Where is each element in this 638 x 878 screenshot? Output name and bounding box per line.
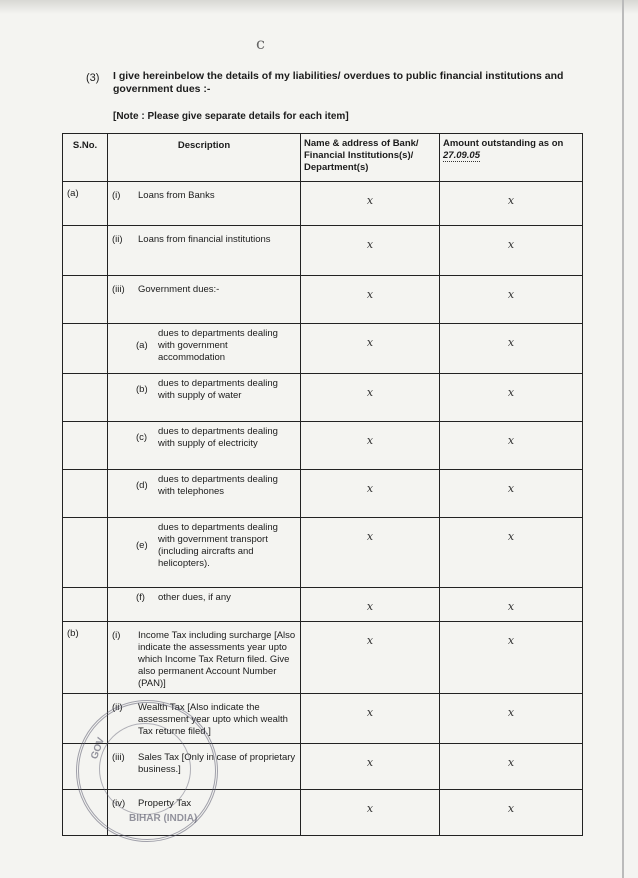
row-label: (ii) xyxy=(112,234,123,245)
row-sno xyxy=(63,226,108,276)
row-sno xyxy=(63,744,108,790)
row-description xyxy=(108,182,301,226)
row-description xyxy=(108,518,301,588)
table-row xyxy=(63,226,583,276)
row-amount: x xyxy=(440,374,583,422)
row-text: Income Tax including surcharge [Also indicate the assessments year upto which Income Tax Return filed. Give also permanent Account Number (PAN)] xyxy=(138,630,296,689)
row-text: dues to departments dealing with supply of electricity xyxy=(158,426,278,449)
row-description-wrap xyxy=(108,518,300,570)
row-name-address: x xyxy=(301,276,440,324)
header-amount-date: 27.09.05 xyxy=(443,150,480,161)
row-sno xyxy=(63,694,108,744)
row-name-address: x xyxy=(301,470,440,518)
row-description-wrap xyxy=(108,744,300,776)
row-name-address: x xyxy=(301,694,440,744)
table-row xyxy=(63,694,583,744)
row-sno xyxy=(63,374,108,422)
row-name-address: x xyxy=(301,324,440,374)
row-text: dues to departments dealing with telephones xyxy=(158,474,278,497)
row-amount: x xyxy=(440,622,583,694)
row-label: (iii) xyxy=(112,752,125,763)
liabilities-table xyxy=(62,133,583,836)
item-number: (3) xyxy=(86,72,100,84)
header-amount-prefix: Amount outstanding as on xyxy=(443,138,564,149)
row-text: dues to departments dealing with government accommodation xyxy=(158,328,278,363)
row-text: Government dues:- xyxy=(138,284,220,295)
row-description xyxy=(108,276,301,324)
row-label: (iii) xyxy=(112,284,125,295)
table-row xyxy=(63,470,583,518)
row-label: (e) xyxy=(136,540,148,551)
seal-text-bottom: BIHAR (INDIA) xyxy=(129,813,198,824)
row-amount: x xyxy=(440,694,583,744)
table-row xyxy=(63,588,583,622)
row-description-wrap xyxy=(108,276,300,296)
row-description-wrap xyxy=(108,790,300,810)
header-sno: S.No. xyxy=(63,134,108,182)
row-sno xyxy=(63,422,108,470)
table-row xyxy=(63,324,583,374)
table-row xyxy=(63,374,583,422)
row-text: dues to departments dealing with government transport (including aircrafts and helicopters). xyxy=(158,522,278,569)
note-text: [Note : Please give separate details for each item] xyxy=(113,111,349,122)
row-description xyxy=(108,422,301,470)
header-name-address: Name & address of Bank/ Financial Institutions(s)/ Department(s) xyxy=(301,134,440,182)
header-amount xyxy=(440,134,583,182)
row-sno: (b) xyxy=(63,622,108,694)
row-label: (ii) xyxy=(112,702,123,713)
row-description xyxy=(108,226,301,276)
row-description-wrap xyxy=(108,622,300,690)
row-text: Property Tax xyxy=(138,798,192,809)
table-row xyxy=(63,790,583,836)
row-text: Loans from financial institutions xyxy=(138,234,271,245)
row-amount: x xyxy=(440,744,583,790)
row-sno xyxy=(63,276,108,324)
table-row xyxy=(63,276,583,324)
row-label: (f) xyxy=(136,592,145,603)
row-description-wrap xyxy=(108,226,300,246)
row-amount: x xyxy=(440,182,583,226)
row-description-wrap xyxy=(108,470,300,498)
row-description-wrap xyxy=(108,182,300,202)
row-description xyxy=(108,790,301,836)
row-amount: x xyxy=(440,790,583,836)
row-description xyxy=(108,588,301,622)
row-name-address: x xyxy=(301,226,440,276)
row-amount: x xyxy=(440,422,583,470)
row-sno xyxy=(63,518,108,588)
row-amount: x xyxy=(440,470,583,518)
header-description: Description xyxy=(108,134,301,182)
row-description-wrap xyxy=(108,588,300,604)
row-description-wrap xyxy=(108,694,300,738)
table-header-row xyxy=(63,134,583,182)
row-amount: x xyxy=(440,276,583,324)
row-label: (d) xyxy=(136,480,148,491)
row-name-address: x xyxy=(301,182,440,226)
row-description-wrap xyxy=(108,422,300,450)
row-label: (i) xyxy=(112,630,121,641)
row-name-address: x xyxy=(301,374,440,422)
scan-right-edge xyxy=(622,0,624,878)
row-name-address: x xyxy=(301,622,440,694)
scan-top-edge xyxy=(0,0,638,14)
handwritten-mark: c xyxy=(256,34,265,53)
row-name-address: x xyxy=(301,518,440,588)
row-label: (i) xyxy=(112,190,121,201)
row-description xyxy=(108,744,301,790)
row-amount: x xyxy=(440,226,583,276)
row-name-address: x xyxy=(301,790,440,836)
table-row xyxy=(63,622,583,694)
row-label: (a) xyxy=(136,340,148,351)
row-amount: x xyxy=(440,518,583,588)
seal-text-left: GOV xyxy=(89,736,108,761)
row-description-wrap xyxy=(108,324,300,364)
row-label: (c) xyxy=(136,432,148,443)
row-text: Wealth Tax [Also indicate the assessment year upto which wealth Tax returne filed.] xyxy=(138,702,288,737)
row-description xyxy=(108,324,301,374)
row-text: Loans from Banks xyxy=(138,190,215,201)
row-name-address: x xyxy=(301,588,440,622)
row-description xyxy=(108,374,301,422)
row-amount: x xyxy=(440,588,583,622)
row-sno: (a) xyxy=(63,182,108,226)
table-row xyxy=(63,182,583,226)
table-row xyxy=(63,422,583,470)
row-sno xyxy=(63,790,108,836)
row-sno xyxy=(63,588,108,622)
row-text: other dues, if any xyxy=(158,592,231,603)
row-description xyxy=(108,470,301,518)
row-name-address: x xyxy=(301,744,440,790)
row-text: Sales Tax [Only in case of proprietary business.] xyxy=(138,752,296,775)
table-row xyxy=(63,518,583,588)
row-text: dues to departments dealing with supply of water xyxy=(158,378,278,401)
row-description xyxy=(108,694,301,744)
table-row xyxy=(63,744,583,790)
row-sno xyxy=(63,470,108,518)
row-amount: x xyxy=(440,324,583,374)
row-description xyxy=(108,622,301,694)
row-description-wrap xyxy=(108,374,300,402)
row-sno xyxy=(63,324,108,374)
row-label: (b) xyxy=(136,384,148,395)
table-body xyxy=(63,182,583,836)
row-name-address: x xyxy=(301,422,440,470)
intro-text: I give hereinbelow the details of my liabilities/ overdues to public financial institutions and government dues :- xyxy=(113,70,564,95)
row-label: (iv) xyxy=(112,798,126,809)
